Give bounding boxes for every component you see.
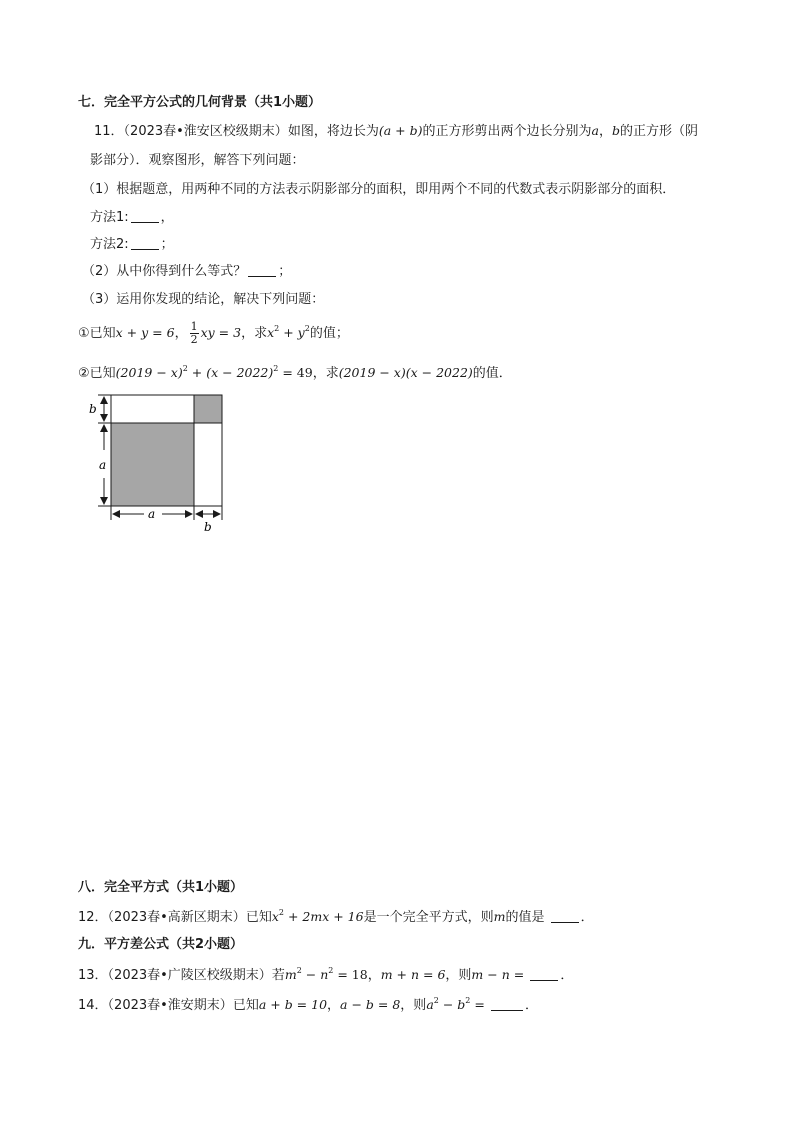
condition-label: ②已知 xyxy=(78,366,116,381)
shaded-square-a xyxy=(111,423,194,506)
shaded-square-b xyxy=(194,395,222,423)
exponent: 2 xyxy=(273,364,279,373)
answer-blank[interactable] xyxy=(248,276,276,277)
math-variable: y xyxy=(297,325,305,340)
punctuation: ， xyxy=(598,124,612,139)
fraction-denominator: 2 xyxy=(190,333,198,346)
math-variable: a xyxy=(591,123,599,138)
math-variable: b xyxy=(611,123,620,138)
label-a-left: a xyxy=(99,458,107,472)
condition-label: ①已知 xyxy=(78,326,116,341)
math-variable: x xyxy=(271,909,279,924)
question-text: 已知 xyxy=(232,998,259,1013)
question-13-line xyxy=(78,966,573,985)
math-expression: m + n = 6 xyxy=(380,967,446,982)
math-variable: x xyxy=(267,325,275,340)
exponent: 2 xyxy=(304,324,310,333)
question-number: 13． xyxy=(78,968,108,983)
fraction-one-half xyxy=(190,321,199,346)
question-text: ，则 xyxy=(445,968,472,983)
question-12-line xyxy=(78,908,594,927)
math-expression: + 2mx + 16 xyxy=(283,909,364,924)
method-2-line xyxy=(90,236,174,254)
question-text: 的正方形剪出两个边长分别为 xyxy=(422,124,592,139)
part-3-text: （3）运用你发现的结论，解决下列问题： xyxy=(82,292,325,307)
math-expression: a − b = 8 xyxy=(340,997,401,1012)
punctuation: ， xyxy=(174,326,188,341)
math-variable: m xyxy=(493,909,506,924)
part-1-text: （1）根据题意，用两种不同的方法表示阴影部分的面积，即用两个不同的代数式表示阴影部分的面积． xyxy=(82,182,676,197)
math-expression: (a + b) xyxy=(378,123,423,138)
question-11-line-1 xyxy=(94,122,698,141)
part-2-text: （2）从中你得到什么等式？ xyxy=(82,264,247,279)
part-2-line xyxy=(82,263,291,281)
math-operator: − xyxy=(301,967,321,982)
math-variable: a xyxy=(426,997,434,1012)
math-expression: (2019 − x) xyxy=(115,365,183,380)
question-text: ，求 xyxy=(312,366,339,381)
question-text: 的值． xyxy=(472,366,512,381)
label-b-bottom: b xyxy=(204,520,212,534)
question-source: （2023春•淮安区校级期末） xyxy=(123,124,288,139)
exponent: 2 xyxy=(278,908,284,917)
question-text: 已知 xyxy=(245,910,272,925)
question-text: 的正方形（阴 xyxy=(619,124,698,139)
answer-blank[interactable] xyxy=(551,922,579,923)
math-expression: a + b = 10 xyxy=(258,997,328,1012)
exponent: 2 xyxy=(465,996,471,1005)
method-1-line xyxy=(90,209,174,227)
question-text: ，则 xyxy=(400,998,427,1013)
math-operator: + xyxy=(279,325,298,340)
punctuation: ， xyxy=(160,210,174,225)
math-expression: x + y = 6 xyxy=(115,325,175,340)
condition-1-line xyxy=(78,318,349,349)
question-number: 14． xyxy=(78,998,108,1013)
method-1-label: 方法1: xyxy=(90,210,129,225)
exponent: 2 xyxy=(182,364,188,373)
math-expression: xy = 3 xyxy=(200,325,242,340)
question-number: 12． xyxy=(78,910,108,925)
question-source: （2023春•广陵区校级期末） xyxy=(107,968,272,983)
condition-2-line xyxy=(78,364,512,383)
question-14-line xyxy=(78,996,538,1015)
fraction-numerator: 1 xyxy=(190,320,198,333)
exponent: 2 xyxy=(274,324,280,333)
math-expression: = xyxy=(470,997,485,1012)
punctuation: ． xyxy=(560,968,574,983)
method-2-label: 方法2: xyxy=(90,237,129,252)
math-expression: (2019 − x)(x − 2022) xyxy=(338,365,473,380)
label-b-left: b xyxy=(89,402,97,416)
exponent: 2 xyxy=(328,966,334,975)
math-variable: b xyxy=(457,997,466,1012)
math-variable: m xyxy=(284,967,297,982)
punctuation: ； xyxy=(278,264,292,279)
answer-blank[interactable] xyxy=(131,222,159,223)
exponent: 2 xyxy=(296,966,302,975)
question-source: （2023春•高新区期末） xyxy=(107,910,246,925)
math-expression: = 49 xyxy=(278,365,313,380)
math-operator: + xyxy=(187,365,207,380)
answer-blank[interactable] xyxy=(530,980,558,981)
section-7-heading: 七．完全平方公式的几何背景（共1小题） xyxy=(78,95,322,110)
math-expression: m − n = xyxy=(471,967,525,982)
answer-blank[interactable] xyxy=(131,249,159,250)
math-variable: n xyxy=(320,967,329,982)
question-text: 的值； xyxy=(309,326,349,341)
question-text: 是一个完全平方式，则 xyxy=(363,910,494,925)
question-number: 11． xyxy=(94,124,124,139)
question-source: （2023春•淮安期末） xyxy=(107,998,233,1013)
question-text: 的值是 xyxy=(505,910,545,925)
punctuation: ； xyxy=(160,237,174,252)
label-a-bottom: a xyxy=(148,507,156,521)
question-text: ，求 xyxy=(241,326,268,341)
punctuation: ． xyxy=(580,910,594,925)
question-text: 如图，将边长为 xyxy=(287,124,379,139)
question-text: 若 xyxy=(271,968,285,983)
punctuation: ． xyxy=(524,998,538,1013)
section-9-heading: 九．平方差公式（共2小题） xyxy=(78,937,244,952)
question-11-line-2: 影部分）．观察图形，解答下列问题： xyxy=(90,153,305,168)
answer-blank[interactable] xyxy=(491,1010,523,1011)
punctuation: ， xyxy=(367,968,381,983)
punctuation: ， xyxy=(327,998,341,1013)
section-8-heading: 八．完全平方式（共1小题） xyxy=(78,880,244,895)
math-operator: − xyxy=(438,997,458,1012)
exponent: 2 xyxy=(433,996,439,1005)
square-diagram xyxy=(80,388,240,538)
math-expression: (x − 2022) xyxy=(206,365,274,380)
math-expression: = 18 xyxy=(333,967,368,982)
